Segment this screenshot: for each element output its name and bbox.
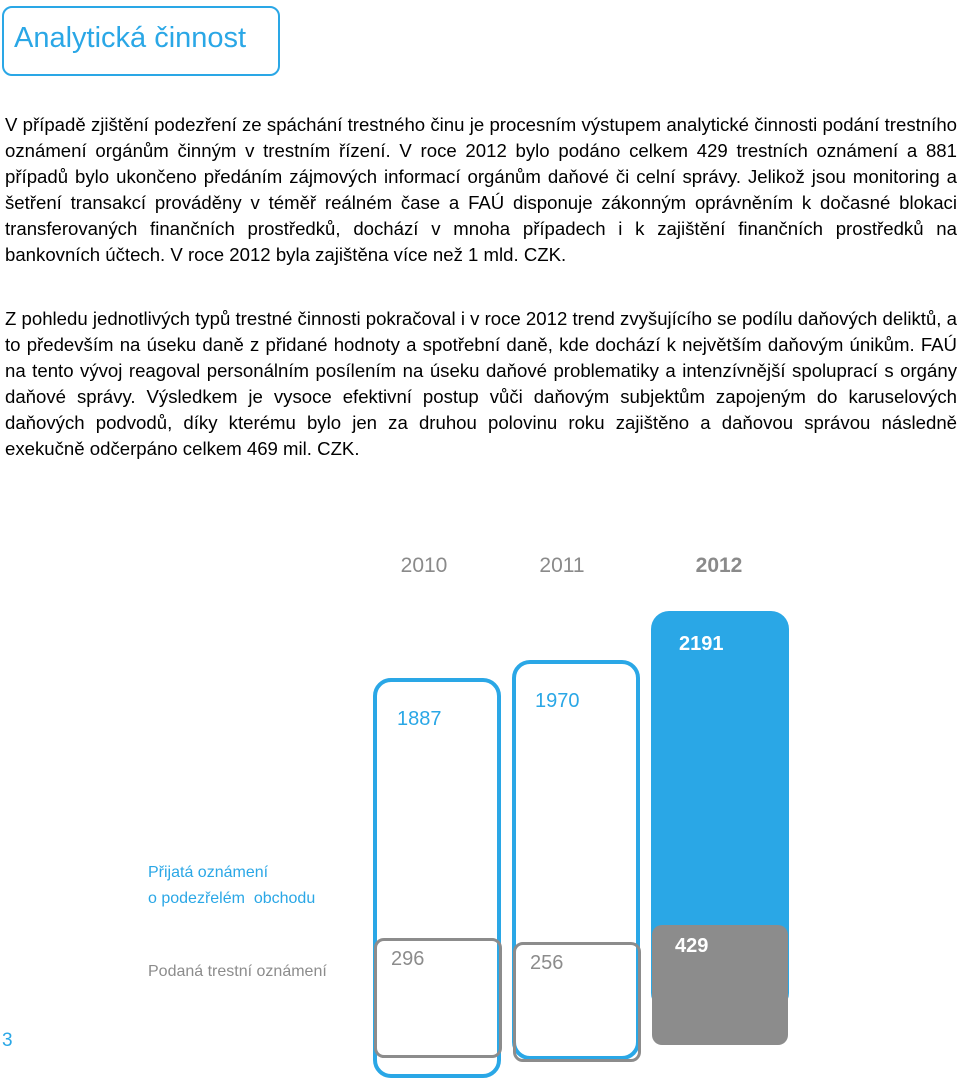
legend-received-line-1: Přijatá oznámení xyxy=(148,864,269,881)
value-received-2010: 1887 xyxy=(397,708,442,730)
legend-received xyxy=(148,860,315,912)
section-title: Analytická činnost xyxy=(14,22,247,54)
bar-filed-2012 xyxy=(652,925,788,1045)
year-label-2010: 2010 xyxy=(400,554,448,577)
year-label-2012: 2012 xyxy=(695,554,743,577)
year-label-2011: 2011 xyxy=(539,554,585,577)
page-number: 3 xyxy=(2,1030,13,1051)
section-title-box xyxy=(2,6,280,76)
value-filed-2011: 256 xyxy=(530,952,564,974)
value-filed-2012: 429 xyxy=(675,935,709,957)
paragraph-analytical-output: V případě zjištění podezření ze spáchání trestného činu je procesním výstupem analytické činnosti podání trestního oznámení orgánům činným v trestním řízení. V roce 2012 bylo podáno celkem 429 trestních oznámení a 881 případů bylo ukončeno předáním zájmových informací orgánům daňové či celní správy. Jelikož jsou monitoring a šetření transakcí prováděny v téměř reálném čase a FAÚ disponuje zákonným oprávněním k dočasné blokaci transferovaných finančních prostředků, dochází v mnoha případech i k zajištění finančních prostředků na bankovních účtech. V roce 2012 byla zajištěna více než 1 mld. CZK. xyxy=(5,114,957,265)
legend-received-line-2: o podezřelém obchodu xyxy=(148,890,316,907)
paragraph-tax-crimes: Z pohledu jednotlivých typů trestné činnosti pokračoval i v roce 2012 trend zvyšujícího se podílu daňových deliktů, a to především na úseku daně z přidané hodnoty a spotřební daně, kde dochází k největším daňovým únikům. FAÚ na tento vývoj reagoval personálním posílením na úseku daňové problematiky a intenzívnější spoluprací s orgány daňové správy. Výsledkem je vysoce efektivní postup vůči daňovým subjektům zapojeným do karuselových daňových podvodů, díky kterému bylo jen za druhou polovinu roku zajištěno a daňovou správou následně exekučně odčerpáno celkem 469 mil. CZK. xyxy=(5,308,957,459)
value-received-2011: 1970 xyxy=(535,690,580,712)
value-filed-2010: 296 xyxy=(391,948,425,970)
legend-filed: Podaná trestní oznámení xyxy=(148,963,327,980)
value-received-2012: 2191 xyxy=(679,633,724,655)
